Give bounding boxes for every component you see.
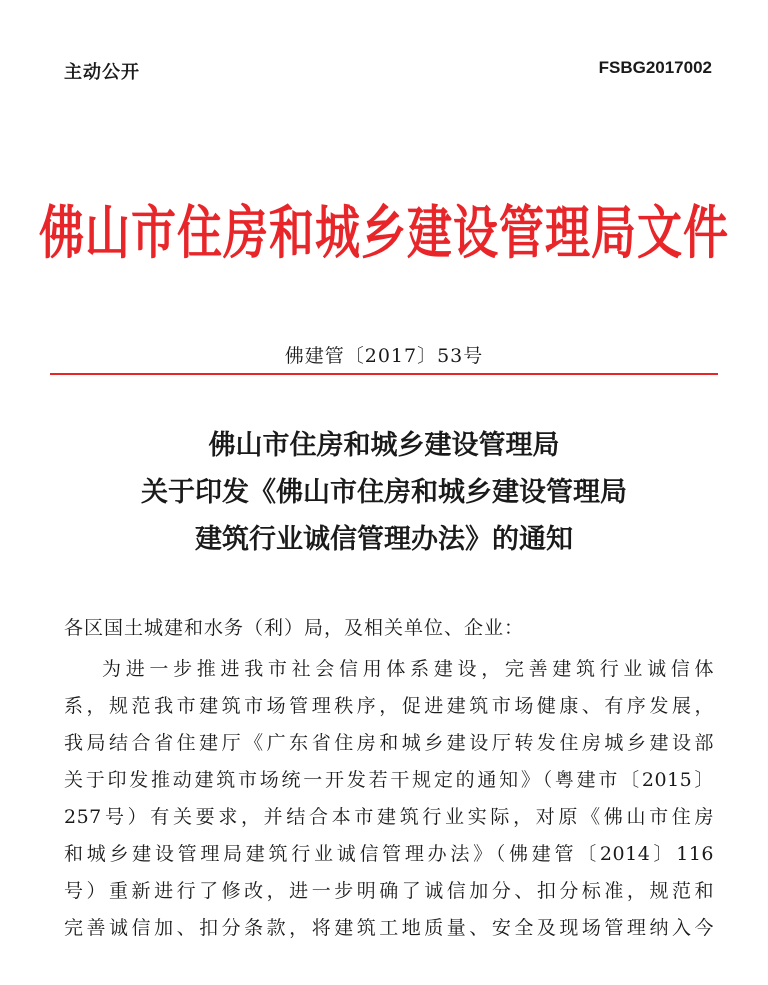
body-line: 为进一步推进我市社会信用体系建设，完善建筑行业诚信体 bbox=[102, 658, 714, 680]
document-title-line-1: 佛山市住房和城乡建设管理局 bbox=[208, 430, 560, 461]
document-title-line-2: 关于印发《佛山市住房和城乡建设管理局 bbox=[141, 477, 627, 508]
body-line: 系，规范我市建筑市场管理秩序，促进建筑市场健康、有序发展， bbox=[64, 695, 714, 717]
document-number: 佛建管〔2017〕53号 bbox=[284, 345, 484, 367]
red-divider-line bbox=[50, 373, 718, 375]
salutation: 各区国土城建和水务（利）局，及相关单位、企业： bbox=[64, 617, 525, 639]
letterhead-title: 佛山市住房和城乡建设管理局文件 bbox=[38, 198, 729, 267]
document-title-line-3: 建筑行业诚信管理办法》的通知 bbox=[195, 524, 573, 555]
body-line: 我局结合省住建厅《广东省住房和城乡建设厅转发住房城乡建设部 bbox=[64, 732, 714, 754]
body-line: 257号）有关要求，并结合本市建筑行业实际，对原《佛山市住房 bbox=[64, 806, 714, 828]
body-line: 和城乡建设管理局建筑行业诚信管理办法》（佛建管〔2014〕116 bbox=[64, 843, 714, 865]
body-line: 号）重新进行了修改，进一步明确了诚信加分、扣分标准，规范和 bbox=[64, 880, 714, 902]
document-code: FSBG2017002 bbox=[598, 58, 712, 77]
body-line: 关于印发推动建筑市场统一开发若干规定的通知》（粤建市〔2015〕 bbox=[64, 769, 714, 791]
body-paragraph bbox=[64, 651, 714, 947]
disclosure-label: 主动公开 bbox=[64, 62, 140, 83]
document-title bbox=[0, 422, 768, 563]
body-line: 完善诚信加、扣分条款，将建筑工地质量、安全及现场管理纳入今 bbox=[64, 917, 714, 939]
